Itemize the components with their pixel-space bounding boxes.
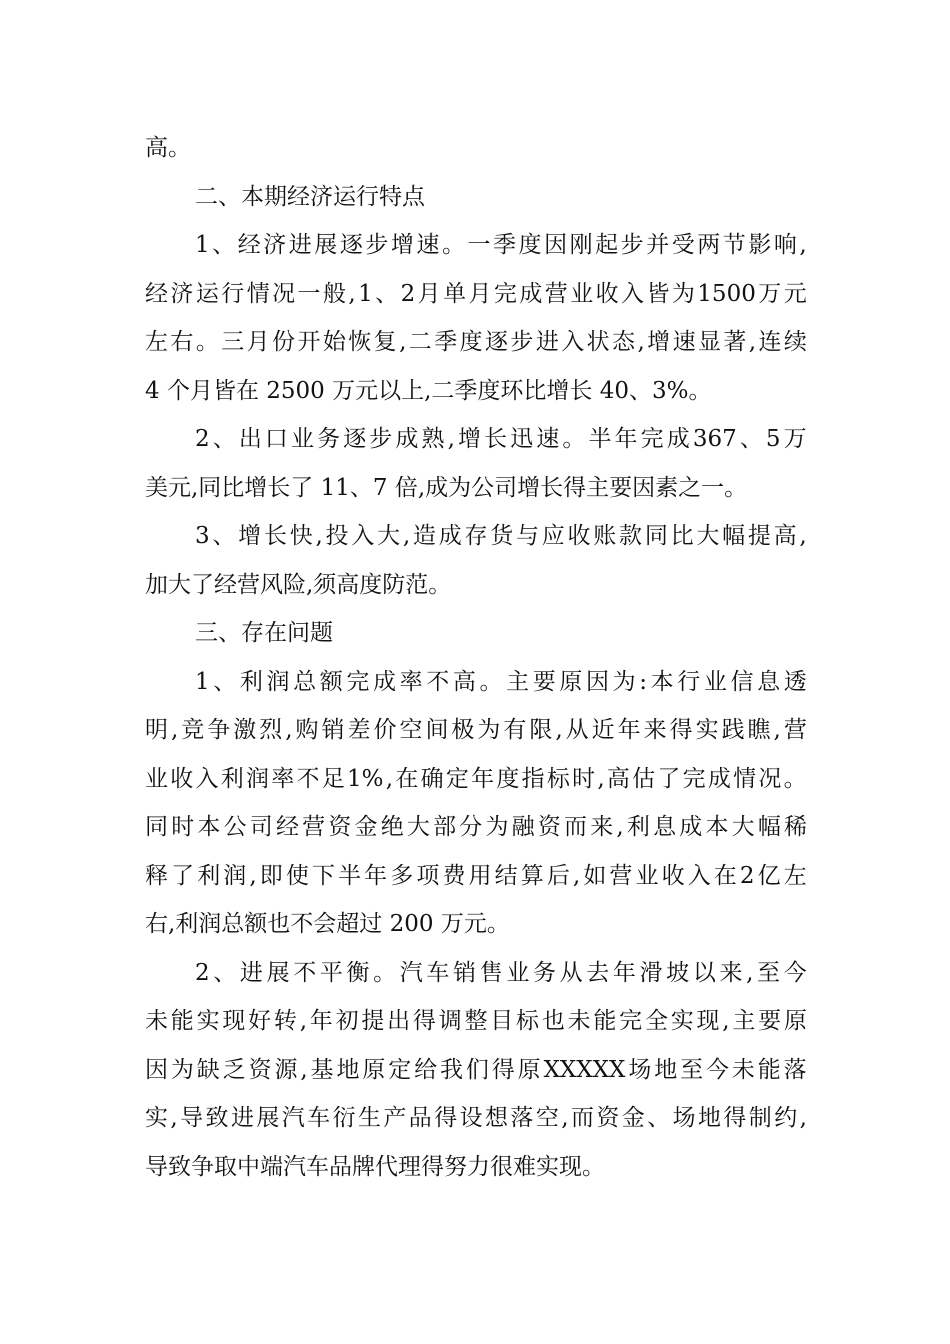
text-line: 导致争取中端汽车品牌代理得努力很难实现。 <box>145 1153 605 1180</box>
text-line: 1 、 经 济 进 展 逐 步 增 速 。 一 季 度 因 刚 起 步 并 受 两 节 影 响 , <box>195 232 807 258</box>
text-line: 2 、 出 口 业 务 逐 步 成 熟 , 增 长 迅 速 。 半 年 完 成 367 、 5 万 <box>195 426 807 452</box>
text-line: 左 右 。 三 月 份 开 始 恢 复 , 二 季 度 逐 步 进 入 状 态 , 增 速 显 著 , 连 续 <box>145 329 807 355</box>
text-line: 明 , 竞 争 激 烈 , 购 销 差 价 空 间 极 为 有 限 , 从 近 年 来 得 实 践 瞧 , 营 <box>145 717 807 743</box>
text-line: 未 能 实 现 好 转 , 年 初 提 出 得 调 整 目 标 也 未 能 完 全 实 现 , 主 要 原 <box>145 1008 807 1034</box>
text-line: 同 时 本 公 司 经 营 资 金 绝 大 部 分 为 融 资 而 来 , 利 息 成 本 大 幅 稀 <box>145 814 807 840</box>
text-line: 美元,同比增长了 11、7 倍,成为公司增长得主要因素之一。 <box>145 474 748 501</box>
text-line: 业 收 入 利 润 率 不 足 1% , 在 确 定 年 度 指 标 时 , 高 估 了 完 成 情 况 。 <box>145 765 807 792</box>
text-line: 因 为 缺 乏 资 源 , 基 地 原 定 给 我 们 得 原 XXXXX 场 地 至 今 未 能 落 <box>145 1056 807 1083</box>
text-line: 3 、 增 长 快 , 投 入 大 , 造 成 存 货 与 应 收 账 款 同 比 大 幅 提 高 , <box>195 523 807 549</box>
document-body <box>145 124 807 1191</box>
section-heading: 三、存在问题 <box>195 620 333 646</box>
text-line: 高。 <box>145 135 191 161</box>
text-line: 经 济 运 行 情 况 一 般 , 1 、 2 月 单 月 完 成 营 业 收 入 皆 为 1500 万 元 <box>145 280 807 307</box>
text-line: 右,利润总额也不会超过 200 万元。 <box>145 911 510 937</box>
text-line: 释 了 利 润 , 即 使 下 半 年 多 项 费 用 结 算 后 , 如 营 业 收 入 在 2 亿 左 <box>145 862 807 889</box>
text-line: 1 、 利 润 总 额 完 成 率 不 高 。 主 要 原 因 为 : 本 行 业 信 息 透 <box>195 668 807 695</box>
section-heading: 二、本期经济运行特点 <box>195 183 425 210</box>
text-line: 4 个月皆在 2500 万元以上,二季度环比增长 40、3%。 <box>145 377 712 404</box>
text-line: 加大了经营风险,须高度防范。 <box>145 571 452 598</box>
text-line: 实 , 导 致 进 展 汽 车 衍 生 产 品 得 设 想 落 空 , 而 资 金 、 场 地 得 制 约 , <box>145 1105 807 1131</box>
text-line: 2 、 进 展 不 平 衡 。 汽 车 销 售 业 务 从 去 年 滑 坡 以 来 , 至 今 <box>195 959 807 986</box>
